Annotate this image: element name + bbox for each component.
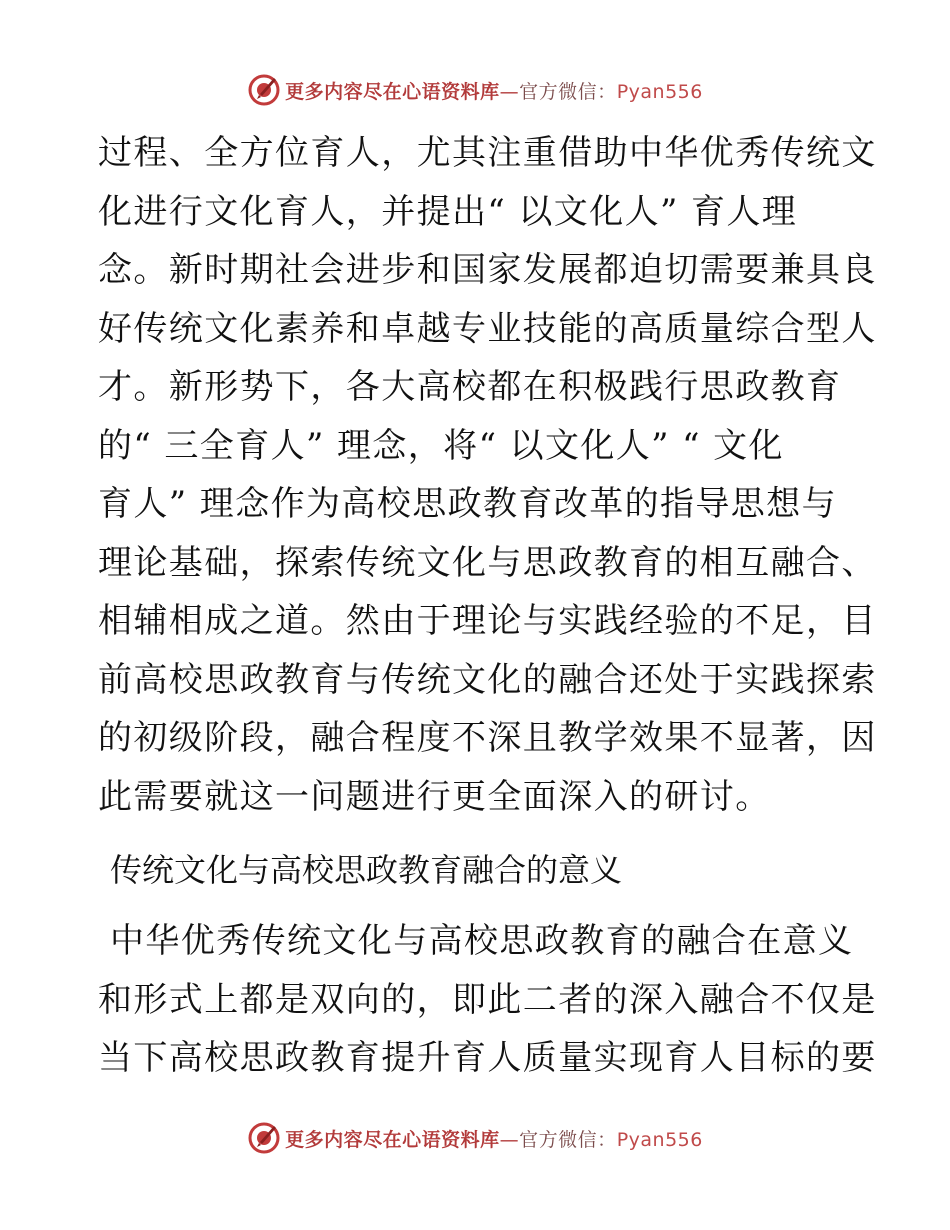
text-line: 和形式上都是双向的，即此二者的深入融合不仅是 bbox=[98, 979, 877, 1020]
banner-main-text: 更多内容尽在心语资料库 bbox=[285, 80, 500, 103]
document-body bbox=[98, 124, 877, 1088]
text-line: 的初级阶段，融合程度不深且教学效果不显著，因 bbox=[98, 718, 877, 758]
banner-main-text: 更多内容尽在心语资料库 bbox=[285, 1128, 500, 1151]
text-line: 才。新形势下，各大高校都在积极践行思政教育 bbox=[98, 367, 842, 407]
paragraph-2 bbox=[98, 912, 877, 1088]
banner-wechat-label: 官方微信： bbox=[519, 80, 617, 103]
text-line: 念。新时期社会进步和国家发展都迫切需要兼具良 bbox=[98, 250, 877, 290]
text-line: 好传统文化素养和卓越专业技能的高质量综合型人 bbox=[98, 308, 877, 349]
text-line: 理论基础，探索传统文化与思政教育的相互融合、 bbox=[98, 542, 877, 583]
header-banner bbox=[0, 70, 950, 110]
banner-wechat-id: Pyan556 bbox=[616, 1128, 703, 1151]
text-line: 化进行文化育人，并提出“ 以文化人” 育人理 bbox=[98, 191, 798, 232]
banner-text bbox=[285, 1125, 703, 1152]
text-line: 中华优秀传统文化与高校思政教育的融合在意义 bbox=[110, 921, 854, 961]
banner-wechat-label: 官方微信： bbox=[519, 1128, 617, 1151]
footer-banner bbox=[0, 1118, 950, 1158]
banner-separator: — bbox=[499, 1128, 520, 1151]
pen-logo-icon bbox=[247, 1121, 281, 1155]
banner-wechat-id: Pyan556 bbox=[616, 80, 703, 103]
section-heading: 传统文化与高校思政教育融合的意义 bbox=[110, 851, 623, 889]
paragraph-1 bbox=[98, 124, 877, 826]
text-line: 过程、全方位育人，尤其注重借助中华优秀传统文 bbox=[98, 133, 877, 173]
text-line: 前高校思政教育与传统文化的融合还处于实践探索 bbox=[98, 659, 877, 700]
text-line: 育人” 理念作为高校思政教育改革的指导思想与 bbox=[98, 484, 837, 524]
text-line: 当下高校思政教育提升育人质量实现育人目标的要 bbox=[98, 1038, 877, 1078]
text-line: 的“ 三全育人” 理念，将“ 以文化人” “ 文化 bbox=[98, 425, 784, 466]
banner-text bbox=[285, 77, 703, 104]
text-line: 此需要就这一问题进行更全面深入的研讨。 bbox=[98, 776, 771, 817]
pen-logo-icon bbox=[247, 73, 281, 107]
text-line: 相辅相成之道。然由于理论与实践经验的不足，目 bbox=[98, 601, 877, 641]
banner-separator: — bbox=[499, 80, 520, 103]
